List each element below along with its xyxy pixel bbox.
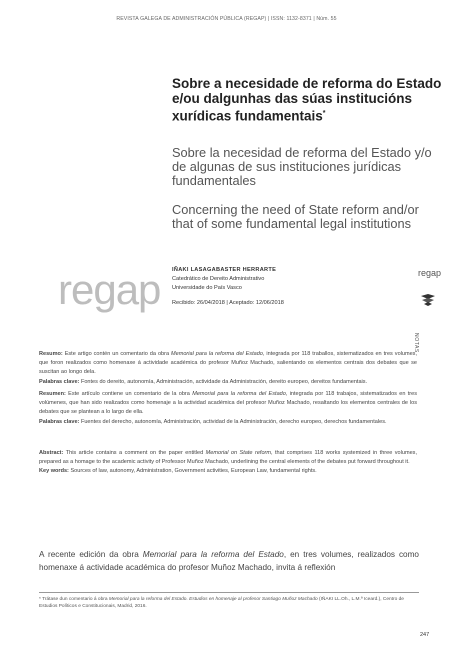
abstract-spanish	[39, 390, 417, 427]
title-spanish: Sobre la necesidad de reforma del Estado y/o de algunas de sus instituciones jurídicas fundamentales	[172, 145, 432, 188]
keywords-text: Sources of law, autonomy, Administration, Government activities, European Law, fundamental rights.	[68, 468, 317, 475]
abstract-label: Resumen:	[39, 391, 66, 397]
abstract-text: , integrada por 118 traballos, sistematizados en tres volumes, que foron realizados como homenaxe á actividade académica do profesor Muñoz Machado, salientando os elementos centrais dos debates que se suscitan ao longo dela.	[39, 351, 417, 376]
footnote-work-title: Memorial para la reforma del Estado. Estudios en homenaje al profesor Santiago Muñoz Machado	[108, 597, 318, 602]
abstract-galician	[39, 350, 417, 387]
page-number: 247	[420, 632, 430, 638]
keywords-label: Palabras clave:	[39, 418, 80, 425]
title-english: Concerning the need of State reform and/or that of some fundamental legal institutions	[172, 202, 419, 231]
abstract-text: Este artículo contiene un comentario de la obra	[65, 391, 193, 397]
author-affiliation: Universidade do País Vasco	[172, 285, 242, 292]
abstract-english	[39, 449, 417, 477]
keywords-text: Fontes do dereito, autonomía, Administración, actividade da Administración, dereito europeo, dereitos fundamentais.	[79, 378, 368, 385]
footnote-text: Trátase dun comentario á obra	[40, 597, 109, 602]
title-galician	[172, 76, 442, 124]
keywords-label: Key words:	[39, 468, 69, 475]
keywords-text: Fuentes del derecho, autonomía, Administración, actividad de la Administración, derecho europeo, derechos fundamentales.	[79, 418, 387, 425]
keywords-label: Palabras clave:	[39, 378, 80, 385]
body-text: A recente edición da obra	[39, 550, 143, 559]
footnote-rule	[39, 592, 419, 593]
footnote	[39, 596, 419, 610]
author-name: IÑAKI LASAGABASTER HERRARTE	[172, 267, 277, 273]
work-title: Memorial para la reforma del Estado	[192, 391, 286, 397]
title-galician-text: Sobre a necesidade de reforma do Estado e/ou dalgunhas das súas institucións xurídicas fundamentais	[172, 76, 442, 124]
regap-logo: regap	[58, 266, 161, 313]
title-footnote-mark: *	[322, 110, 326, 118]
abstract-text: This article contains a comment on the paper entitled	[63, 450, 206, 456]
work-title: Memorial para la reforma del Estado	[171, 351, 263, 357]
journal-header: REVISTA GALEGA DE ADMINISTRACIÓN PÚBLICA (REGAP) | ISSN: 1132-8371 | Núm. 55	[116, 16, 337, 22]
abstract-label: Abstract:	[39, 450, 64, 456]
body-text: , en tres volumes, realizados como homenaxe á actividade académica do profesor Muñoz Machado, invita á reflexión	[39, 550, 419, 572]
work-title: Memorial on State reform	[205, 450, 271, 456]
abstract-label: Resumo:	[39, 351, 63, 357]
footnote-text: (IÑAKI LL.Oh., L.M.ª Iceard.), Centro de Estudios Políticos e Constitucionais, Madrid, 2016.	[39, 597, 404, 610]
footnote-mark: *	[39, 597, 41, 602]
author-role: Catedrático de Dereito Administrativo	[172, 276, 265, 283]
section-label: NOTAS	[413, 333, 419, 353]
body-paragraph	[39, 549, 419, 574]
article-dates: Recibido: 26/04/2018 | Aceptado: 12/06/2018	[172, 299, 284, 306]
regap-emblem-icon	[420, 293, 436, 307]
abstract-text: Este artigo contén un comentario da obra	[62, 351, 172, 357]
author-block	[172, 266, 392, 308]
side-brand: regap	[418, 268, 442, 278]
abstract-text: , integrada por 118 trabajos, sistematizados en tres volúmenes, que han sido realizados como homenaje a la actividad académica del profesor Muñoz Machado, resaltando los elementos centrales de los debates que se plantean a lo largo de ella.	[39, 391, 417, 416]
abstract-text: , that comprises 118 works systemized in three volumes, prepared as a homage to the academic activity of Professor Muñoz Machado, underlining the central elements of the debates put forward throughout it.	[39, 450, 417, 466]
work-title: Memorial para la reforma del Estado	[142, 550, 284, 559]
